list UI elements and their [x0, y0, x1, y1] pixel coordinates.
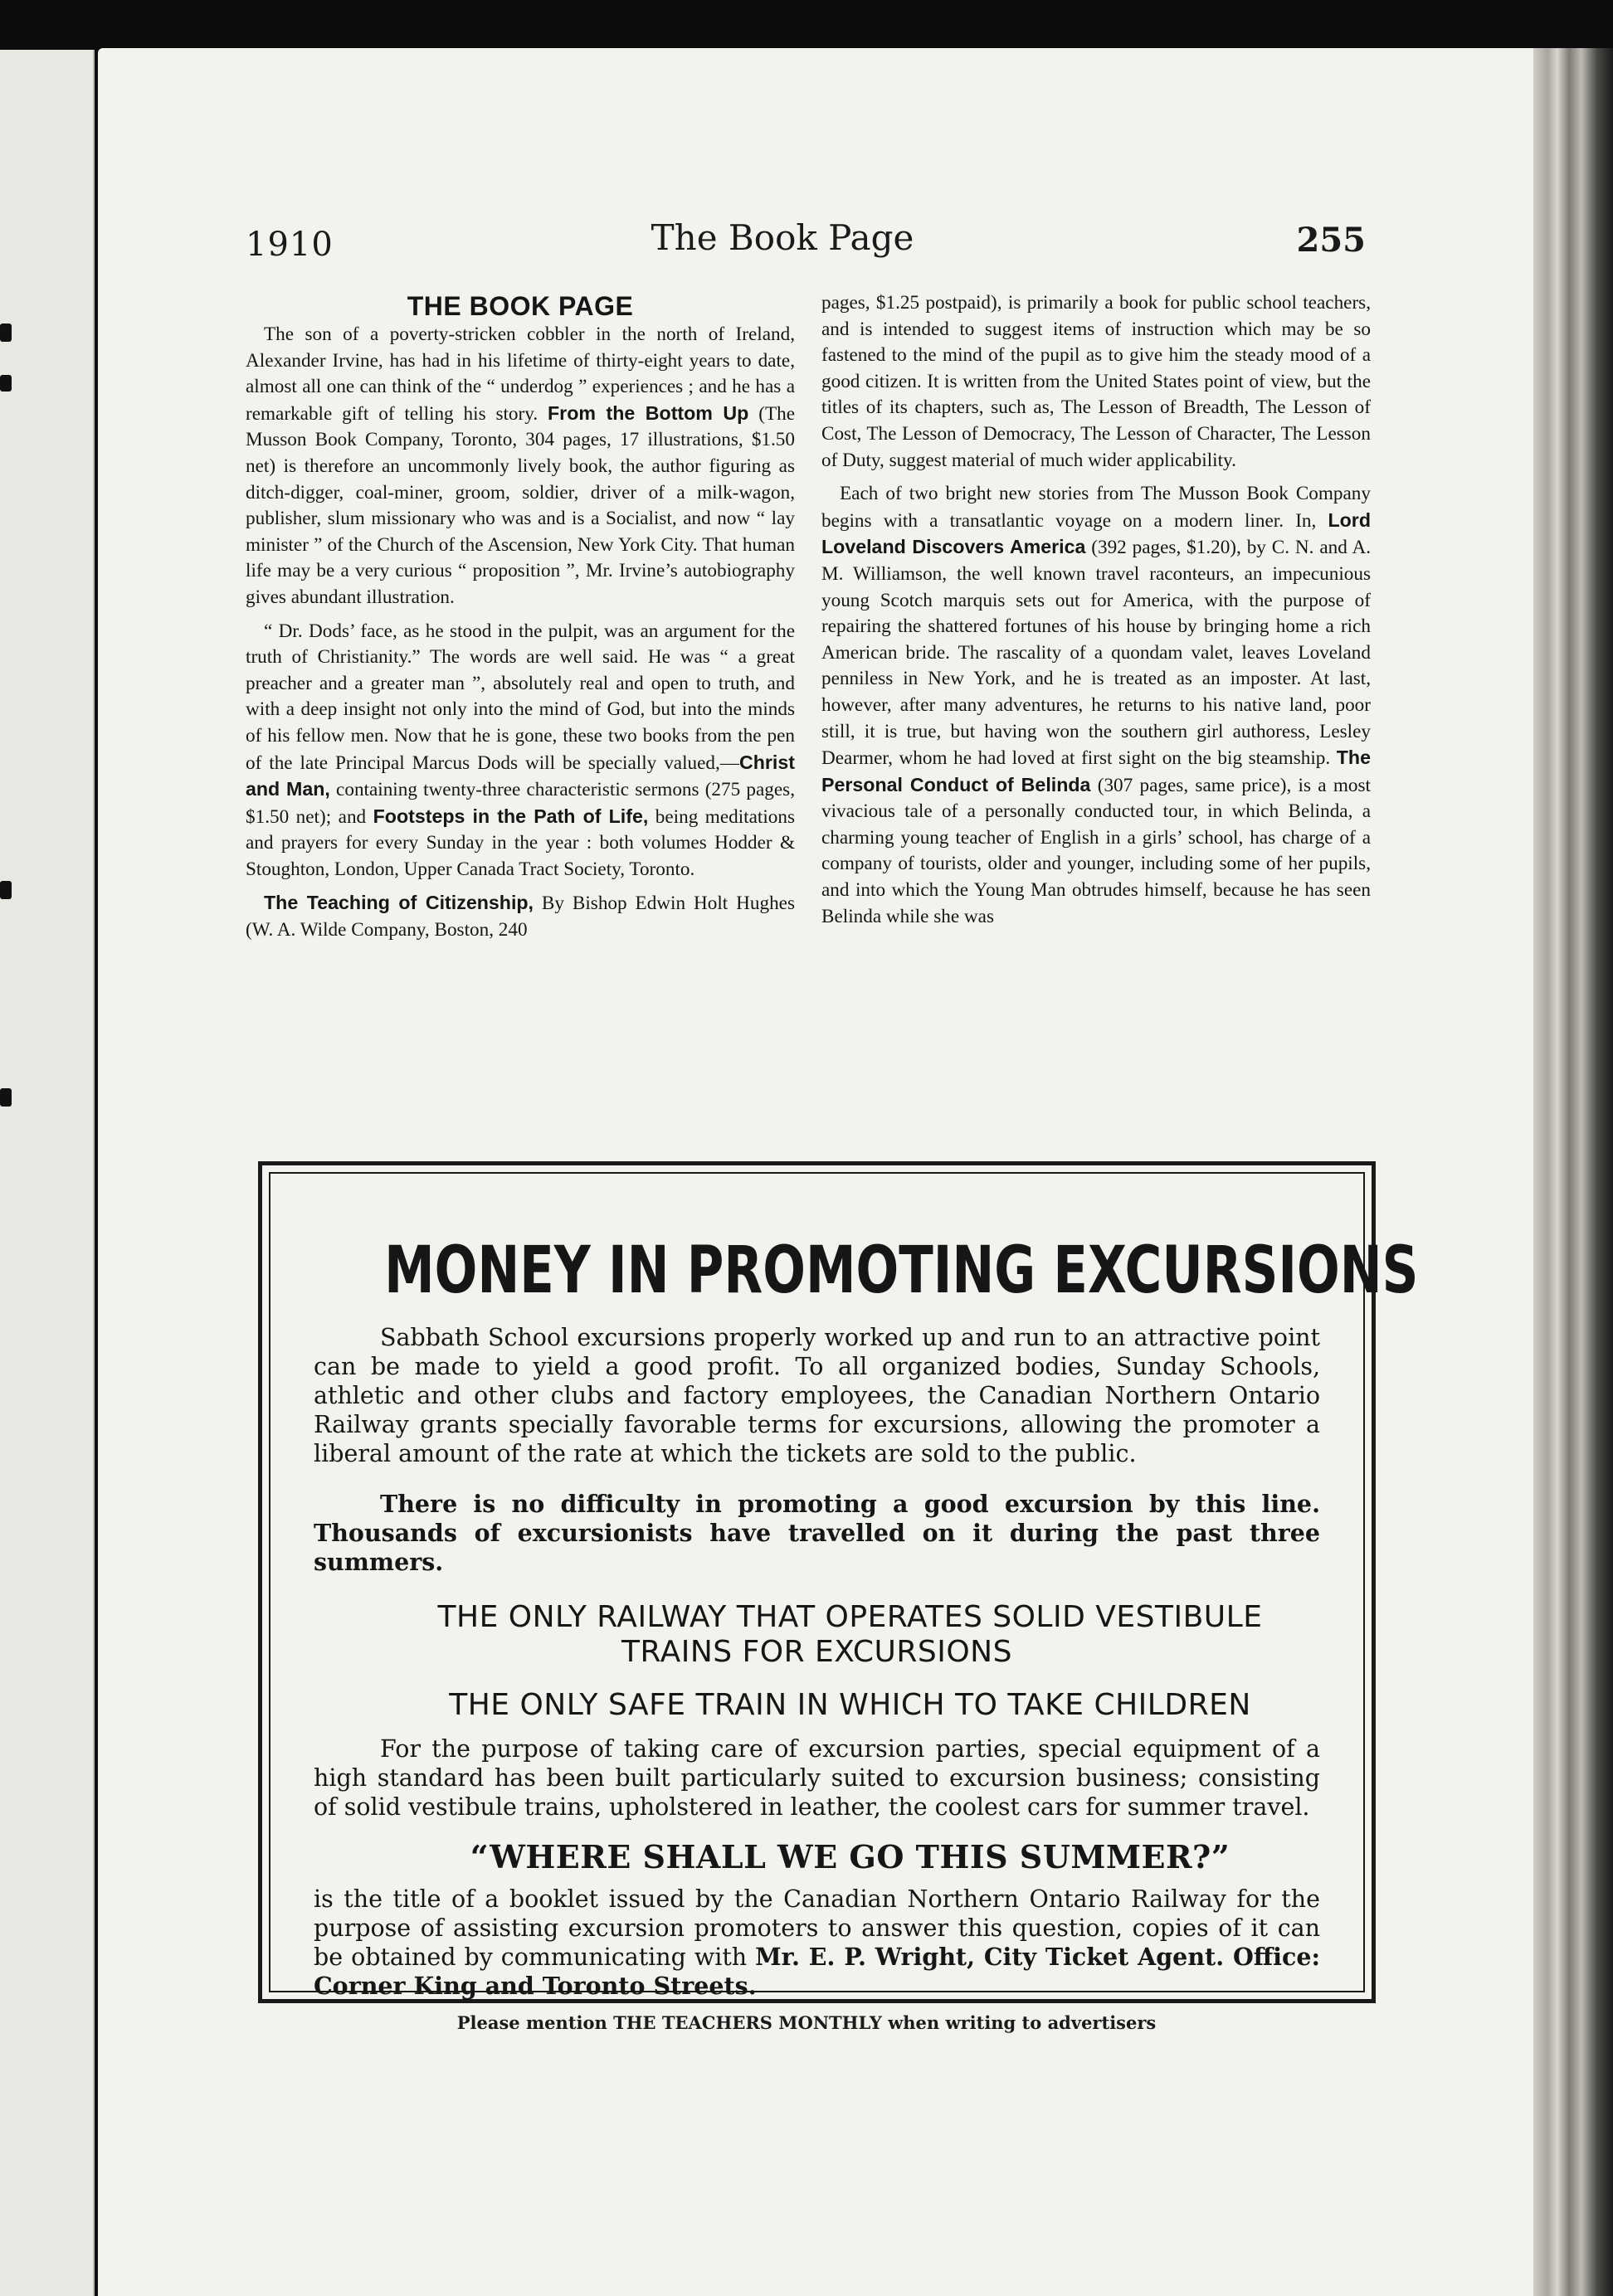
right-column	[821, 290, 1371, 930]
ad-paragraph: There is no difficulty in promoting a good excursion by this line. Thousands of excursionists have travelled on it during the past three summers.	[314, 1490, 1320, 1576]
facing-page-edge	[0, 50, 95, 2296]
text-run: (The Musson Book Company, Toronto, 304 pages, 17 illustrations, $1.50 net) is therefore an uncommonly lively book, the author figuring as ditch-digger, coal-miner, groom, soldier, driver of a milk-wagon, publisher, slum missionary who was and is a Socialist, and now “ lay minister ” of the Church of the Ascension, New York City. That human life may be a very curious “ proposition ”, Mr. Irvine’s autobiography gives abundant illustration.	[246, 402, 796, 608]
ad-paragraph	[314, 1885, 1320, 2001]
facing-page-ink-mark	[0, 375, 12, 392]
ad-subheading-line: THE ONLY RAILWAY THAT OPERATES SOLID VESTIBULE	[437, 1600, 1263, 1634]
ad-paragraph: Sabbath School excursions properly worked up and run to an attractive point can be made to yield a good profit. To all organized bodies, Sunday Schools, athletic and other clubs and factory employees, the Canadian Northern Ontario Railway grants specially favorable terms for excursions, allowing the promoter a liberal amount of the rate at which the tickets are sold to the public.	[314, 1324, 1320, 1467]
page-footer: Please mention THE TEACHERS MONTHLY when writing to advertisers	[456, 2012, 1157, 2033]
text-run: containing twenty-three characteristic sermons (275 pages, $1.50 net); and	[246, 779, 795, 828]
book-title: Footsteps in the Path of Life,	[373, 805, 649, 827]
text-run: being meditations and prayers for every Sunday in the year : both volumes Hodder & Stoughton, London, Upper Canada Tract Society, Toronto.	[246, 805, 795, 880]
text-run: “ Dr. Dods’ face, as he stood in the pulpit, was an argument for the truth of Christianity.” The words are well said. He was “ a great preacher and a greater man ”, absolutely real and open to truth, and with a deep insight not only into the mind of God, but into the minds of his fellow men. Now that he is gone, these two books from the pen of the late Principal Marcus Dods will be specially valued,—	[246, 620, 795, 774]
paragraph-irvine	[246, 322, 795, 611]
ad-headline: MONEY IN PROMOTING EXCURSIONS	[384, 1233, 1419, 1308]
ad-body	[314, 1323, 1320, 2001]
book-title: From the Bottom Up	[548, 401, 749, 424]
ad-subheading	[314, 1600, 1320, 1670]
section-title: THE BOOK PAGE	[407, 291, 634, 321]
facing-page-ink-mark	[0, 323, 12, 342]
left-column	[246, 290, 795, 944]
text-run: (307 pages, same price), is a most vivacious tale of a personally conducted tour, in which Belinda, a charming young teacher of English in a girls’ school, has charge of a company of tourists, older and younger, including some of her pupils, and into which the Young Man obtrudes himself, because he has seen Belinda while she was	[821, 774, 1371, 927]
railway-advertisement	[258, 1161, 1419, 2003]
header-title: The Book Page	[651, 217, 914, 258]
text-run: is the title of a booklet issued by the Canadian Northern Ontario Railway for the purpose of assisting excursion promoters to answer this question, copies of it can be obtained by communicating with	[314, 1885, 1320, 1971]
facing-page-ink-mark	[0, 1088, 12, 1107]
header-year: 1910	[246, 226, 334, 264]
text-run: Each of two bright new stories from The Musson Book Company begins with a transatlantic voyage on a modern liner. In,	[821, 483, 1371, 532]
facing-page-ink-mark	[0, 881, 12, 899]
ad-paragraph: For the purpose of taking care of excursion parties, special equipment of a high standard has been built particularly suited to excursion business; consisting of solid vestibule trains, upholstered in leather, the coolest cars for summer travel.	[314, 1735, 1320, 1821]
running-head	[148, 217, 1417, 267]
paragraph-citizenship-cont: pages, $1.25 postpaid), is primarily a book for public school teachers, and is intended to suggest items of instruction which may be so fastened to the mind of the pupil as to give him the steady mood of a good citizen. It is written from the United States point of view, but the titles of its chapters, such as, The Lesson of Breadth, The Lesson of Cost, The Lesson of Democracy, The Lesson of Character, The Lesson of Duty, suggest material of much wider applicability.	[821, 292, 1371, 471]
book-title: The Teaching of Citizenship,	[264, 892, 534, 914]
contact-info: Mr. E. P. Wright, City Ticket Agent. Office: Corner King and Toronto Streets.	[314, 1943, 1320, 2000]
page-stack-edges	[1533, 48, 1613, 2296]
ad-subheading: THE ONLY SAFE TRAIN IN WHICH TO TAKE CHILDREN	[449, 1688, 1251, 1722]
paragraph-dods	[246, 619, 795, 883]
paragraph-musson-stories	[821, 481, 1371, 930]
ad-subheading-line: TRAINS FOR EXCURSIONS	[621, 1635, 1012, 1669]
book-title: Christ and Man,	[246, 751, 795, 800]
page-number: 255	[1296, 221, 1366, 260]
text-run: (392 pages, $1.20), by C. N. and A. M. Williamson, the well known travel raconteurs, an impecunious young Scotch marquis sets out for America, with the purpose of repairing the shattered fortunes of his house by bringing home a rich American bride. The rascality of a quondam valet, leaves Loveland penniless in New York, and he is treated as an imposter. At last, however, after many adventures, he returns to his native land, poor still, it is true, but having won the southern girl authoress, Lesley Dearmer, whom he had loved at first sight on the big steamship.	[821, 537, 1371, 770]
book-title: Lord Loveland Discovers America	[821, 508, 1371, 558]
paragraph-citizenship	[246, 890, 795, 943]
ad-subheading: “WHERE SHALL WE GO THIS SUMMER?”	[470, 1838, 1230, 1875]
text-run: By Bishop Edwin Holt Hughes (W. A. Wilde Company, Boston, 240	[246, 893, 795, 941]
book-title: The Personal Conduct of Belinda	[821, 747, 1371, 795]
text-run: The son of a poverty-stricken cobbler in the north of Ireland, Alexander Irvine, has had in his lifetime of thirty-eight years to date, almost all one can think of the “ underdog ” experiences ; and he has a remarkable gift of telling his story.	[246, 323, 795, 425]
